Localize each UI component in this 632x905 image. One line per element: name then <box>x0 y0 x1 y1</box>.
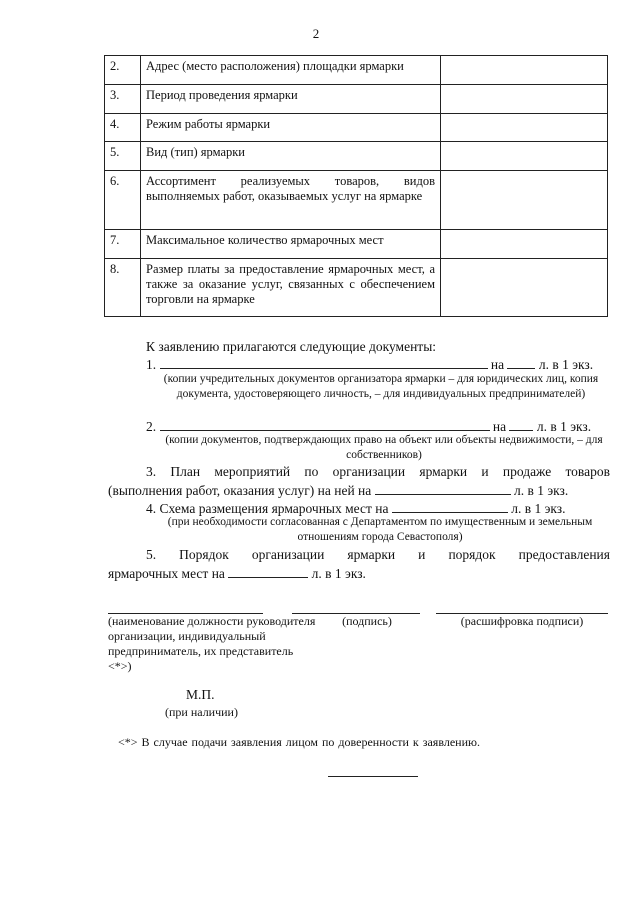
item-tail: л. в 1 экз. <box>514 483 569 498</box>
table-row <box>105 142 608 171</box>
position-label: (наименование должности руководителя организации, индивидуальный предприниматель, их представитель <*>) <box>108 614 316 673</box>
table-row <box>105 114 608 142</box>
attachment-note-2: (копии документов, подтверждающих право на объект или объекты недвижимости, – для собственников) <box>165 434 603 461</box>
row-label: Режим работы ярмарки <box>141 114 441 142</box>
row-number: 5. <box>105 142 141 171</box>
attachment-item-5-line1: 5. Порядок организации ярмарки и порядок предоставления <box>146 547 610 562</box>
page-number: 2 <box>312 26 320 41</box>
attachment-item-3-line2 <box>108 481 618 499</box>
footnote: <*> В случае подачи заявления лицом по доверенности к заявлению. <box>118 735 480 749</box>
row-number: 4. <box>105 114 141 142</box>
attachment-note-1: (копии учредительных документов организатора ярмарки – для юридических лиц, копия документа, удостоверяющего личность, – для индивидуальных предпринимателей) <box>163 373 599 400</box>
fill-line <box>160 355 488 369</box>
row-label: Вид (тип) ярмарки <box>141 142 441 171</box>
item-tail: л. в 1 экз. <box>511 501 566 516</box>
stamp-note: (при наличии) <box>165 705 238 719</box>
item-number: 2. <box>146 419 157 434</box>
end-divider <box>328 776 418 777</box>
item-text: 4. Схема размещения ярмарочных мест на <box>146 501 389 516</box>
row-value-cell <box>441 230 608 259</box>
row-value-cell <box>441 259 608 317</box>
item-text: ярмарочных мест на <box>108 566 225 581</box>
attachment-item-3-line1: 3. План мероприятий по организации ярмарки и продаже товаров <box>146 464 610 479</box>
row-value-cell <box>441 171 608 230</box>
pages-fill-line <box>392 499 508 513</box>
item-number: 1. <box>146 357 157 372</box>
signature-label: (подпись) <box>342 614 392 628</box>
row-label: Адрес (место расположения) площадки ярмарки <box>141 56 441 85</box>
table-row <box>105 259 608 317</box>
attachment-item-1 <box>146 355 616 373</box>
row-value-cell <box>441 85 608 114</box>
decoding-label: (расшифровка подписи) <box>460 614 584 628</box>
attachment-note-4: (при необходимости согласованная с Департаментом по имущественным и земельным отношениям города Севастополя) <box>167 516 593 543</box>
row-label: Ассортимент реализуемых товаров, видов выполняемых работ, оказываемых услуг на ярмарке <box>141 171 441 230</box>
row-number: 8. <box>105 259 141 317</box>
row-label: Период проведения ярмарки <box>141 85 441 114</box>
row-number: 2. <box>105 56 141 85</box>
stamp-label: М.П. <box>186 687 215 702</box>
row-value-cell <box>441 114 608 142</box>
row-number: 6. <box>105 171 141 230</box>
item-text: (выполнения работ, оказания услуг) на ней на <box>108 483 372 498</box>
attachment-item-5-line2 <box>108 564 618 582</box>
attachments-intro: К заявлению прилагаются следующие документы: <box>146 339 437 354</box>
row-value-cell <box>441 56 608 85</box>
pages-fill-line <box>509 417 533 431</box>
item-na: на <box>492 419 507 434</box>
row-number: 7. <box>105 230 141 259</box>
table-row <box>105 85 608 114</box>
table-row <box>105 171 608 230</box>
row-number: 3. <box>105 85 141 114</box>
item-tail: л. в 1 экз. <box>536 419 592 434</box>
fill-line <box>160 417 490 431</box>
row-label: Максимальное количество ярмарочных мест <box>141 230 441 259</box>
row-value-cell <box>441 142 608 171</box>
table-row <box>105 56 608 85</box>
item-tail: л. в 1 экз. <box>538 357 594 372</box>
row-label: Размер платы за предоставление ярмарочных мест, а также за оказание услуг, связанных с обеспечением торговли на ярмарке <box>141 259 441 317</box>
pages-fill-line <box>228 564 308 578</box>
item-na: на <box>490 357 505 372</box>
pages-fill-line <box>507 355 535 369</box>
table-row <box>105 230 608 259</box>
application-table <box>104 55 608 317</box>
pages-fill-line <box>375 481 511 495</box>
item-tail: л. в 1 экз. <box>311 566 366 581</box>
